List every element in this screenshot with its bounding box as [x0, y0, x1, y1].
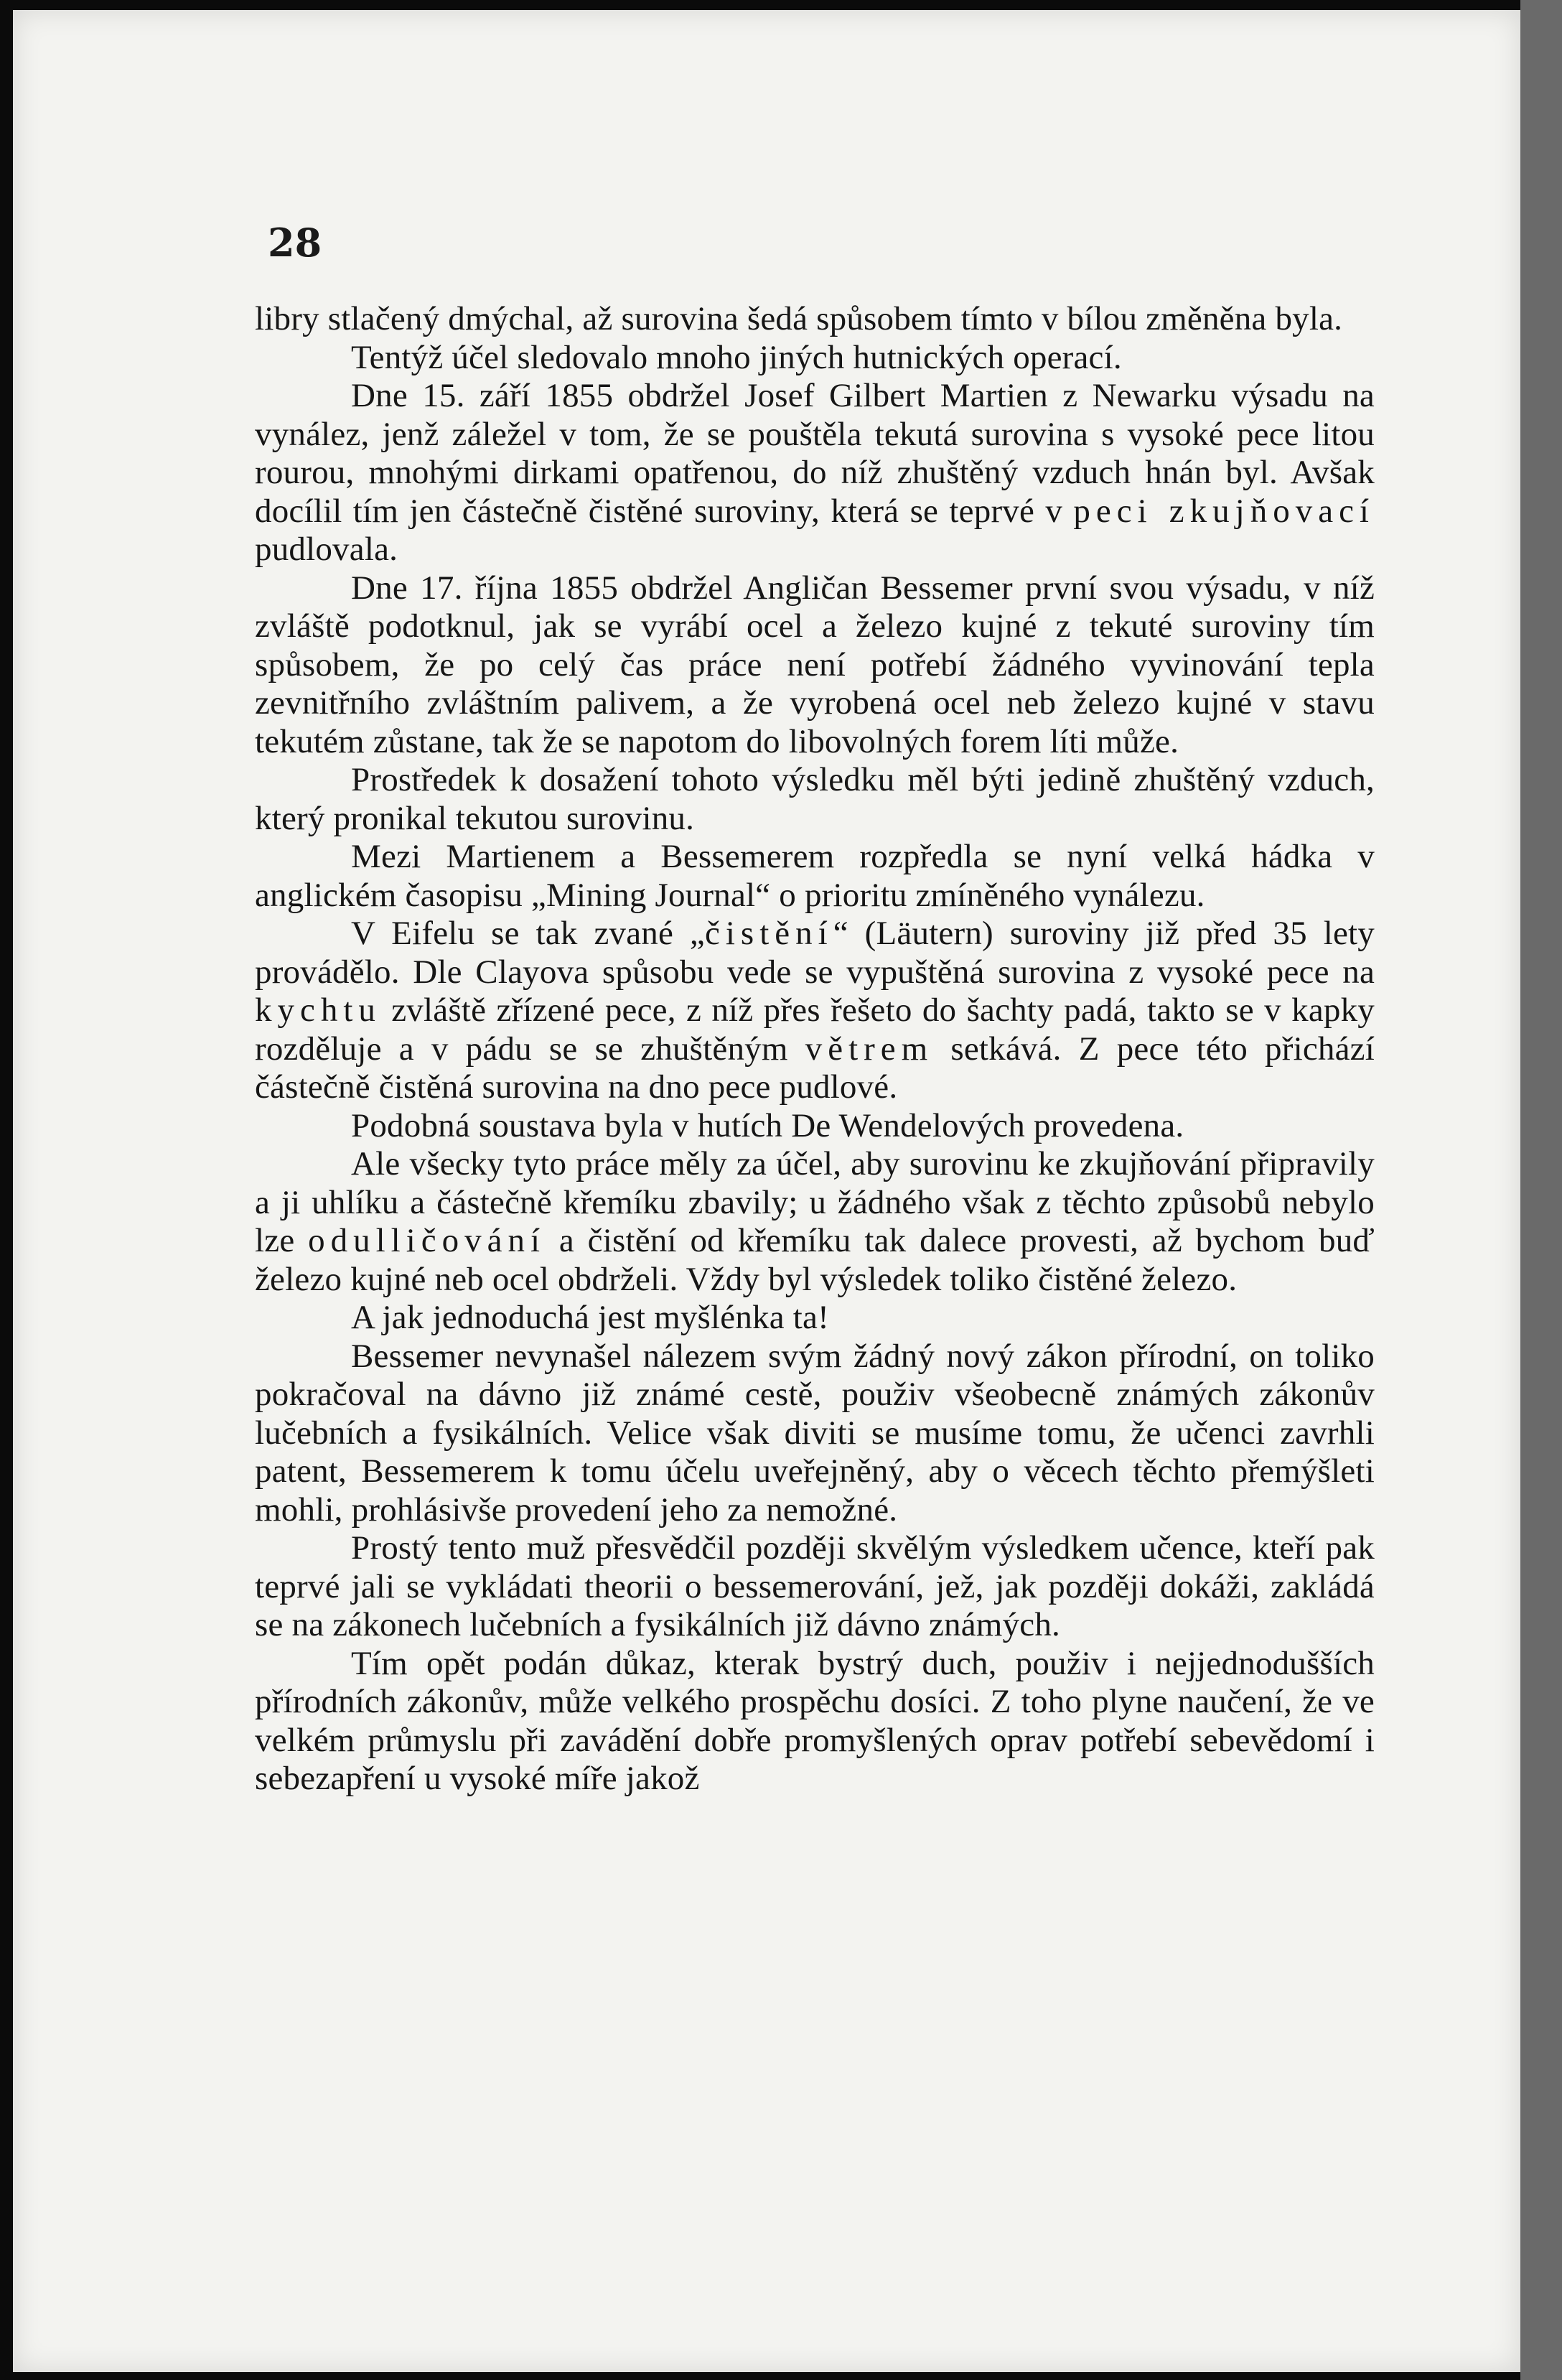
paragraph-3-emphasis: peci zkujňovací	[1073, 492, 1375, 530]
paragraph-7	[255, 915, 1375, 1107]
paragraph-7-text-c: “ (Läutern) suroviny již před 35 lety provádělo. Dle Clayova spůsobu vede se vypuštěná surovina z vysoké pece na	[255, 915, 1375, 991]
paragraph-6: Mezi Martienem a Bessemerem rozpředla se nyní velká hádka v anglickém časopisu „Mining Journal“ o prioritu zmíněného vynálezu.	[255, 838, 1375, 914]
body-text	[255, 300, 1375, 1798]
paragraph-9-text-a: Ale všecky tyto práce měly za účel, aby surovinu ke zkujňování připravily a ji uhlíku a částečně křemíku zbavily; u žádného však z těchto způsobů nebylo lze	[255, 1145, 1375, 1259]
paragraph-3-text-c: pudlovala.	[255, 531, 398, 568]
paragraph-7-emphasis-3: větrem	[805, 1030, 934, 1068]
paragraph-7-emphasis-1: čistění	[705, 915, 833, 952]
paragraph-8: Podobná soustava byla v hutích De Wendelových provedena.	[351, 1106, 1184, 1144]
paragraph-13: Tím opět podán důkaz, kterak bystrý duch, použiv i nejjednodušších přírodních zákonův, může velkého prospěchu dosíci. Z toho plyne naučení, že ve velkém průmyslu při zavádění dobře promyšlených oprav potřebí sebevědomí i sebezapření u vysoké míře jakož	[255, 1644, 1375, 1797]
paragraph-7-emphasis-2: kychtu	[255, 991, 381, 1029]
scan-background-edge	[1520, 0, 1562, 2380]
paragraph-12: Prostý tento muž přesvědčil později skvělým výsledkem učence, kteří pak teprvé jali se vykládati theorii o bessemerování, jež, jak později dokáži, zakládá se na zákonech lučebních a fysikálních již dávno známých.	[255, 1529, 1375, 1643]
paragraph-1: libry stlačený dmýchal, až surovina šedá spůsobem tímto v bílou změněna byla.	[255, 300, 1343, 337]
paragraph-7-text-g: setkává. Z pece této přichází částečně čistěná surovina na dno pece pudlové.	[255, 1030, 1375, 1106]
page-number: 28	[268, 220, 322, 266]
paragraph-3-text-a: Dne 15. září 1855 obdržel Josef Gilbert Martien z Newarku výsadu na vynález, jenž záležel v tom, že se pouštěla tekutá surovina s vysoké pece litou rourou, mnohými dirkami opatřenou, do níž zhuštěný vzduch hnán byl. Avšak docílil tím jen částečně čistěné suroviny, která se teprvé v	[255, 377, 1375, 530]
paragraph-4: Dne 17. října 1855 obdržel Angličan Bessemer první svou výsadu, v níž zvláště podotknul, jak se vyrábí ocel a železo kujné z tekuté suroviny tím spůsobem, že po celý čas práce není potřebí žádného vyvinování tepla zevnitřního zvláštním palivem, a že vyrobená ocel neb železo kujné v stavu tekutém zůstane, tak že se napotom do libovolných forem líti může.	[255, 569, 1375, 760]
paragraph-9	[255, 1145, 1375, 1299]
paragraph-2: Tentýž účel sledovalo mnoho jiných hutnických operací.	[351, 338, 1122, 376]
paragraph-5: Prostředek k dosažení tohoto výsledku měl býti jedině zhuštěný vzduch, který pronikal tekutou surovinu.	[255, 761, 1375, 837]
paragraph-11: Bessemer nevynašel nálezem svým žádný nový zákon přírodní, on toliko pokračoval na dávno již známé cestě, použiv všeobecně známých zákonův lučebních a fysikálních. Velice však diviti se musíme tomu, že učenci zavrhli patent, Bessemerem k tomu účelu uveřejněný, aby o věcech těchto přemýšleti mohli, prohlásivše provedení jeho za nemožné.	[255, 1337, 1375, 1529]
paragraph-9-emphasis: odulličování	[308, 1222, 546, 1259]
paragraph-10: A jak jednoduchá jest myšlénka ta!	[351, 1299, 829, 1336]
paragraph-7-text-e: zvláště zřízené pece, z níž přes řešeto do šachty padá, takto se v kapky rozděluje a v pádu se se zhuštěným	[255, 991, 1375, 1068]
paragraph-7-text-a: V Eifelu se tak zvané „	[351, 915, 705, 952]
paragraph-9-text-c: a čistění od křemíku tak dalece provesti, až bychom buď železo kujné neb ocel obdrželi. Vždy byl výsledek toliko čistěné železo.	[255, 1222, 1375, 1298]
paragraph-3	[255, 377, 1375, 569]
